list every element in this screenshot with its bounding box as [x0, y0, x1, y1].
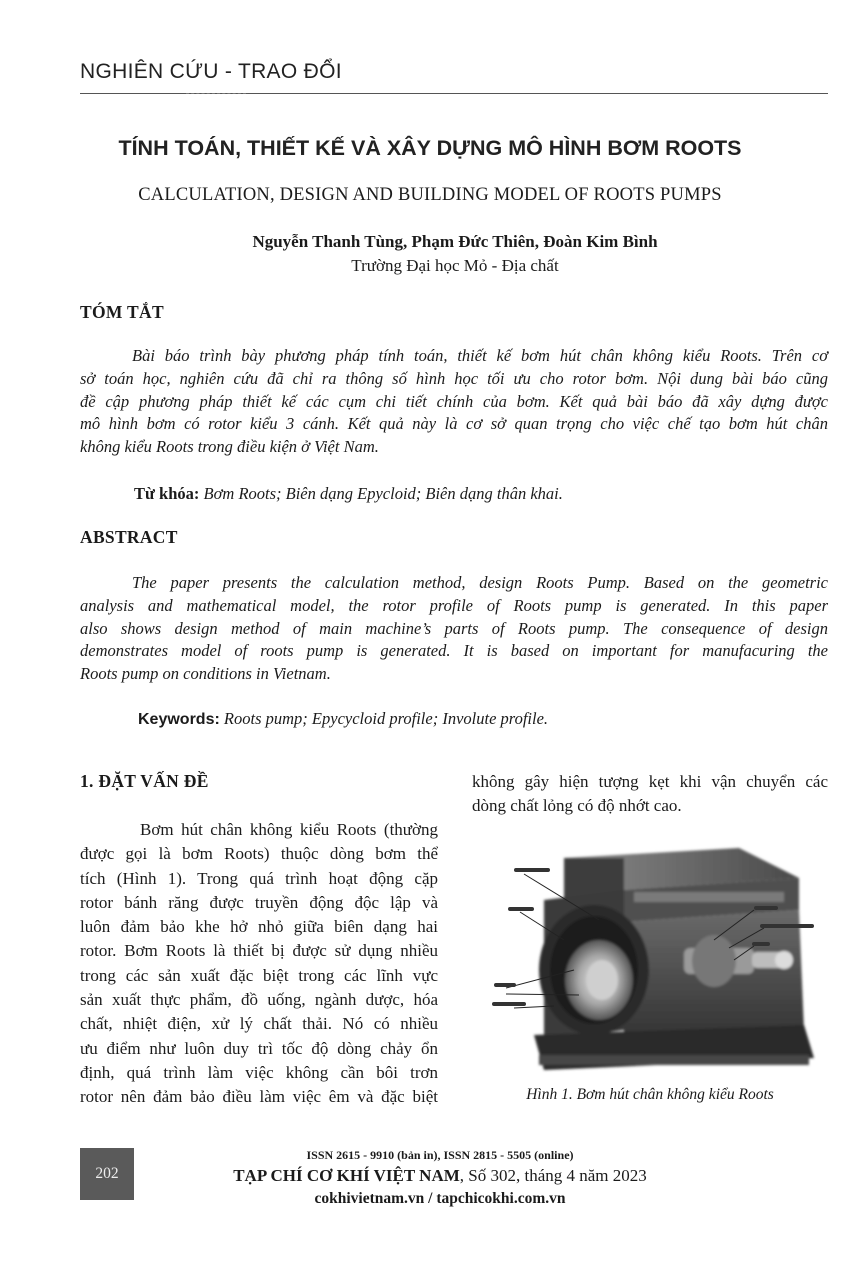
figure-roots-pump-image [484, 830, 824, 1075]
journal-issue: , Số 302, tháng 4 năm 2023 [459, 1166, 647, 1185]
abstract-line: analysis and mathematical model, the rotor profile of Roots pump is generated. In this paper [80, 595, 828, 615]
section-1-left-column [80, 818, 438, 1110]
keywords-english [138, 709, 548, 729]
affiliation: Trường Đại học Mỏ - Địa chất [351, 256, 559, 275]
body-line: định, quá trình làm việc không cần bôi trơn [80, 1062, 438, 1082]
section-1-heading: 1. ĐẶT VẤN ĐỀ [80, 771, 209, 791]
body-line: luôn đảm bảo khe hở nhỏ giữa biên dạng hai [80, 917, 438, 937]
abstract-paragraph [80, 572, 828, 686]
abstract-line: Roots pump on conditions in Vietnam. [80, 664, 331, 684]
summary-line: sở toán học, nghiên cứu đã chỉ ra thông số hình học tối ưu cho rotor bơm. Nội dung bài báo cũng [80, 368, 828, 388]
section-header: NGHIÊN CỨU - TRAO ĐỔI [80, 60, 342, 83]
section-1-right-column [472, 770, 828, 819]
roots-pump-illustration [484, 830, 824, 1075]
summary-heading: TÓM TẮT [80, 302, 164, 322]
abstract-line: demonstrates model of roots pump is generated. It is based on important for manufacuring the [80, 641, 828, 661]
body-line: tích (Hình 1). Trong quá trình hoạt động cặp [80, 868, 438, 888]
abstract-line: also shows design method of main machine’s parts of Roots pump. The consequence of design [80, 618, 828, 638]
keywords-vietnamese [134, 484, 563, 504]
body-line: trong các sản xuất đặc biệt trong các lĩnh vực [80, 965, 438, 985]
journal-name: TẠP CHÍ CƠ KHÍ VIỆT NAM [233, 1166, 460, 1185]
keywords-label: Keywords: [138, 711, 220, 728]
abstract-heading: ABSTRACT [80, 527, 178, 547]
journal-website: cokhivietnam.vn / tapchicokhi.com.vn [314, 1190, 566, 1207]
summary-line: đề cập phương pháp thiết kế các cụm chi tiết chính của bơm. Kết quả bài báo đã xây dựng được [80, 391, 828, 411]
authors: Nguyễn Thanh Tùng, Phạm Đức Thiên, Đoàn Kim Bình [252, 232, 658, 251]
body-line: không gây hiện tượng kẹt khi vận chuyển các [472, 772, 828, 791]
title-vietnamese: TÍNH TOÁN, THIẾT KẾ VÀ XÂY DỰNG MÔ HÌNH BƠM ROOTS [118, 136, 742, 160]
body-line: ưu điểm như luôn duy trì tốc độ dòng chảy ổn [80, 1038, 438, 1058]
figure-caption: Hình 1. Bơm hút chân không kiểu Roots [526, 1086, 774, 1103]
body-line: rotor. Bơm Roots là thiết bị được sử dụng nhiều [80, 941, 438, 961]
body-line: Bơm hút chân không kiểu Roots (thường [140, 820, 438, 839]
journal-line [140, 1166, 740, 1186]
body-line: sản xuất thực phẩm, đồ uống, ngành dược, hóa [80, 990, 438, 1010]
body-line: chất, nhiệt điện, xử lý chất thải. Nó có nhiều [80, 1014, 438, 1034]
body-line: dòng chất lỏng có độ nhớt cao. [472, 796, 682, 816]
header-dash-decoration [186, 93, 246, 97]
keywords-text: Bơm Roots; Biên dạng Epycloid; Biên dạng thân khai. [203, 484, 563, 503]
summary-paragraph [80, 345, 828, 459]
keywords-label: Từ khóa: [134, 484, 200, 503]
body-line: rotor bánh răng được truyền động độc lập và [80, 892, 438, 912]
issn-line: ISSN 2615 - 9910 (bản in), ISSN 2815 - 5505 (online) [306, 1148, 574, 1162]
keywords-text: Roots pump; Epycycloid profile; Involute profile. [223, 709, 549, 728]
summary-line: Bài báo trình bày phương pháp tính toán, thiết kế bơm hút chân không kiểu Roots. Trên cơ [132, 346, 828, 365]
summary-line: mô hình bơm có rotor kiểu 3 cánh. Kết quả này là cơ sở quan trọng cho việc chế tạo bơm hút chân [80, 414, 828, 434]
page-number: 202 [80, 1148, 134, 1200]
title-english: CALCULATION, DESIGN AND BUILDING MODEL OF ROOTS PUMPS [138, 185, 722, 205]
summary-line: không kiểu Roots trong điều kiện ở Việt Nam. [80, 437, 379, 457]
body-line: rotor nên đảm bảo điều làm việc êm và đặc biệt [80, 1087, 438, 1107]
body-line: được gọi là bơm Roots) thuộc dòng bơm thể [80, 844, 438, 864]
abstract-line: The paper presents the calculation method, design Roots Pump. Based on the geometric [132, 573, 828, 592]
